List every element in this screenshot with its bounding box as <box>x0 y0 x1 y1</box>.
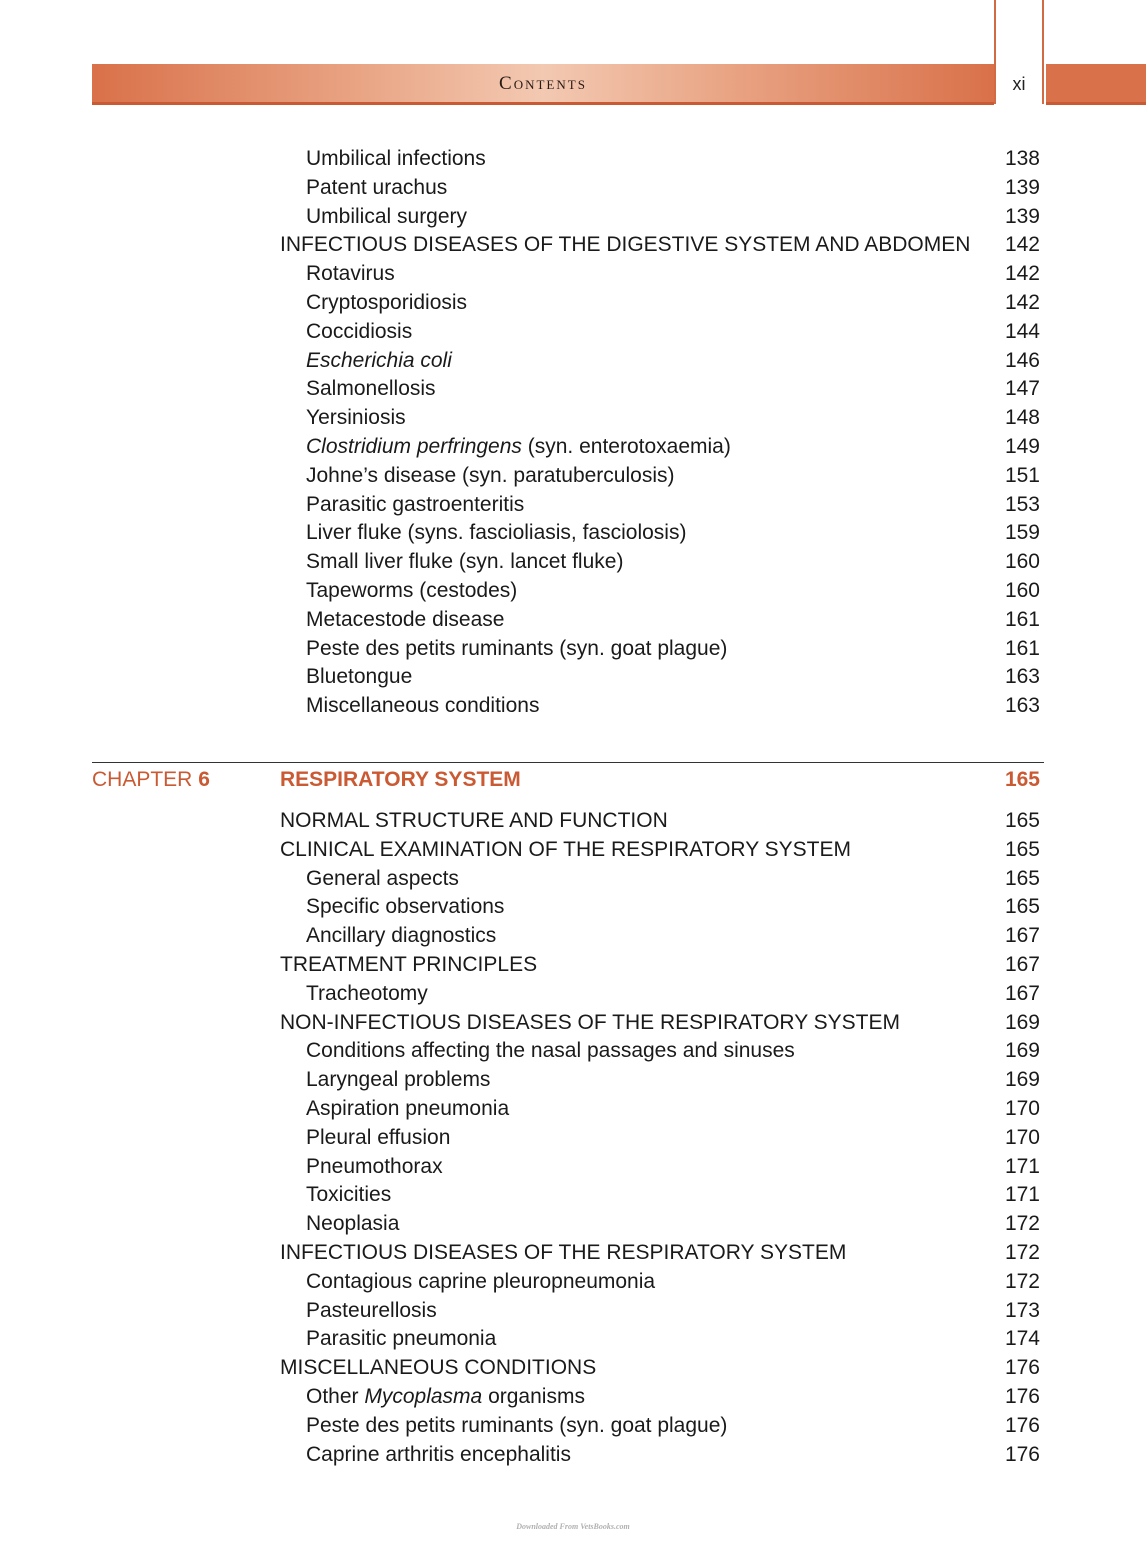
toc-entry-text: Ancillary diagnostics <box>306 924 497 948</box>
toc-entry-title <box>280 950 537 979</box>
toc-entry-title <box>306 1267 655 1296</box>
toc-entry-page: 165 <box>1004 837 1040 861</box>
toc-entry-title <box>306 288 467 317</box>
toc-entry-text: Caprine arthritis encephalitis <box>306 1442 571 1466</box>
toc-entry-title <box>306 1180 391 1209</box>
toc-entry-title <box>306 1094 509 1123</box>
toc-entry-page: 176 <box>1004 1385 1040 1408</box>
toc-entry-page: 174 <box>1004 1327 1040 1351</box>
toc-entry-page: 171 <box>1004 1183 1040 1207</box>
toc-entry <box>306 1180 1040 1209</box>
toc-entry-page: 172 <box>1004 1212 1040 1236</box>
toc-entry-page: 165 <box>1004 895 1040 919</box>
toc-entry-title <box>280 835 851 864</box>
toc-entry <box>280 950 1040 979</box>
toc-entry <box>306 374 1040 403</box>
toc-entry-title <box>306 1324 496 1353</box>
toc-entry-page: 163 <box>1004 694 1040 718</box>
toc-entry-text: Toxicities <box>306 1183 392 1207</box>
toc-entry <box>306 1123 1040 1152</box>
toc-entry-page: 151 <box>1004 463 1040 487</box>
toc-entry-title <box>280 1008 900 1037</box>
toc-entry-title <box>306 518 686 547</box>
toc-entry-title <box>306 576 517 605</box>
toc-entry-page: 146 <box>1004 348 1040 372</box>
page-number: xi <box>1012 74 1026 94</box>
toc-entry <box>306 1382 1040 1411</box>
toc-entry-page: 160 <box>1004 579 1040 602</box>
toc-entry-text: Liver fluke (syns. fascioliasis, fasciolosis) <box>306 521 687 545</box>
toc-entry <box>280 1008 1040 1037</box>
toc-entry-text: Tracheotomy <box>306 981 428 1005</box>
toc-entry-title <box>306 1152 443 1181</box>
toc-entry <box>306 662 1040 691</box>
toc-entry-title <box>306 1411 727 1440</box>
toc-entry <box>306 1324 1040 1353</box>
toc-entry-title <box>306 374 436 403</box>
toc-entry-page: 169 <box>1004 1010 1040 1034</box>
toc-entry <box>306 461 1040 490</box>
toc-entry-text: Specific observations <box>306 895 505 919</box>
toc-entry-title <box>306 432 731 461</box>
toc-entry <box>306 490 1040 519</box>
toc-entry-text: Laryngeal problems <box>306 1068 491 1092</box>
toc-entry-title <box>306 1382 585 1411</box>
toc-entry-title <box>306 490 524 519</box>
toc-entry-text: (syn. enterotoxaemia) <box>521 435 731 458</box>
toc-entry-title <box>306 1209 399 1238</box>
toc-entry-page: 169 <box>1004 1039 1040 1063</box>
toc-entry <box>306 317 1040 346</box>
toc-entry-page: 159 <box>1004 521 1040 545</box>
toc-entry-title <box>306 403 406 432</box>
toc-entry-title <box>306 979 428 1008</box>
toc-entry-page: 160 <box>1004 550 1040 574</box>
toc-entry-title <box>280 1353 596 1382</box>
toc-entry-text: Coccidiosis <box>306 319 413 343</box>
toc-entry <box>306 202 1040 231</box>
toc-entry-page: 142 <box>1004 291 1040 314</box>
toc-entry-text: Umbilical infections <box>306 147 486 170</box>
chapter-word: CHAPTER <box>92 768 199 791</box>
toc-entry-text: Neoplasia <box>306 1212 400 1236</box>
toc-entry-italic: Clostridium perfringens <box>306 435 522 458</box>
toc-entry-text: Umbilical surgery <box>306 204 468 228</box>
toc-entry <box>306 547 1040 576</box>
chapter-title: RESPIRATORY SYSTEM <box>280 768 521 791</box>
toc-entry <box>280 1353 1040 1382</box>
toc-entry-title <box>306 892 504 921</box>
toc-entry-page: 169 <box>1004 1068 1040 1092</box>
toc-entry-page: 138 <box>1004 147 1040 170</box>
toc-entry-text: Yersiniosis <box>306 406 406 430</box>
toc-entry-title <box>306 173 447 202</box>
toc-entry-title <box>306 461 674 490</box>
toc-entry-text: INFECTIOUS DISEASES OF THE DIGESTIVE SYSTEM AND ABDOMEN <box>280 233 971 257</box>
toc-entry-text: General aspects <box>306 866 459 890</box>
toc-entry-title <box>306 259 395 288</box>
toc-entry-text: INFECTIOUS DISEASES OF THE RESPIRATORY SYSTEM <box>280 1241 847 1264</box>
toc-entry-text: Pleural effusion <box>306 1125 451 1149</box>
toc-entry-page: 167 <box>1004 981 1040 1005</box>
toc-entry-page: 167 <box>1004 953 1040 976</box>
header-band-right <box>1046 64 1146 105</box>
toc-entry-text: Metacestode disease <box>306 607 505 631</box>
toc-entry-page: 142 <box>1004 262 1040 286</box>
toc-entry-page: 165 <box>1004 866 1040 890</box>
toc-entry-title <box>306 1123 450 1152</box>
toc-entry <box>306 605 1040 634</box>
toc-entry-text: Parasitic gastroenteritis <box>306 492 525 516</box>
toc-entry <box>306 1209 1040 1238</box>
chapter-number: 6 <box>198 768 210 791</box>
running-header-band <box>92 64 994 105</box>
toc-entry <box>280 1238 1040 1267</box>
toc-entry <box>280 230 1040 259</box>
toc-entry <box>306 346 1040 375</box>
toc-entry <box>306 1152 1040 1181</box>
toc-entry-page: 142 <box>1004 233 1040 257</box>
footer-watermark: Downloaded From VetsBooks.com <box>516 1522 630 1531</box>
toc-entry <box>306 1267 1040 1296</box>
toc-entry-page: 148 <box>1004 406 1040 430</box>
toc-entry-text: Small liver fluke (syn. lancet fluke) <box>306 550 624 574</box>
toc-entry-text: Rotavirus <box>306 262 395 286</box>
toc-entry-text: organisms <box>482 1385 585 1408</box>
toc-entry <box>280 835 1040 864</box>
toc-entry-page: 176 <box>1004 1413 1040 1437</box>
toc-entry-page: 144 <box>1004 319 1040 343</box>
toc-entry <box>306 979 1040 1008</box>
toc-entry-page: 172 <box>1004 1241 1040 1264</box>
toc-entry <box>306 691 1040 720</box>
chapter-label <box>92 765 210 794</box>
toc-entry-text: NORMAL STRUCTURE AND FUNCTION <box>280 809 668 832</box>
toc-entry-text: Johne’s disease (syn. paratuberculosis) <box>306 463 675 487</box>
toc-entry-page: 161 <box>1004 636 1040 660</box>
toc-entry <box>306 921 1040 950</box>
toc-entry-page: 176 <box>1004 1442 1040 1466</box>
toc-entry-page: 139 <box>1004 175 1040 199</box>
toc-entry <box>280 806 1040 835</box>
toc-entry-text: Pasteurellosis <box>306 1298 437 1322</box>
toc-entry-text: Tapeworms (cestodes) <box>306 579 518 602</box>
toc-entry <box>306 173 1040 202</box>
toc-entry-text: Pneumothorax <box>306 1154 443 1178</box>
toc-entry-title <box>306 691 539 720</box>
chapter-page: 165 <box>1004 768 1040 791</box>
toc-entry-page: 176 <box>1004 1356 1040 1380</box>
toc-entry-prefix: Other <box>306 1385 365 1408</box>
toc-entry-text: Miscellaneous conditions <box>306 694 540 718</box>
toc-entry-title <box>306 144 486 173</box>
toc-entry-text: Patent urachus <box>306 175 448 199</box>
toc-entry-text: Aspiration pneumonia <box>306 1097 510 1120</box>
toc-entry <box>306 634 1040 663</box>
toc-entry-title <box>306 202 467 231</box>
toc-entry <box>306 259 1040 288</box>
toc-entry <box>306 432 1040 461</box>
toc-entry-page: 170 <box>1004 1125 1040 1149</box>
toc-entry-page: 170 <box>1004 1097 1040 1120</box>
toc-entry-title <box>306 317 412 346</box>
running-header-title: Contents <box>499 73 587 94</box>
toc-entry-page: 172 <box>1004 1269 1040 1293</box>
toc-entry <box>306 144 1040 173</box>
toc-entry-title <box>306 346 452 375</box>
toc-entry-title <box>306 634 727 663</box>
toc-entry <box>306 1094 1040 1123</box>
toc-entry-text: Bluetongue <box>306 665 413 689</box>
toc-entry <box>306 1065 1040 1094</box>
toc-entry-title <box>306 864 459 893</box>
toc-entry-page: 147 <box>1004 377 1040 401</box>
toc-entry-title <box>306 1440 571 1469</box>
toc-entry-text: Parasitic pneumonia <box>306 1327 497 1351</box>
toc-entry <box>306 1036 1040 1065</box>
toc-entry-page: 149 <box>1004 435 1040 458</box>
toc-entry-title <box>306 921 496 950</box>
toc-entry-title <box>306 1036 795 1065</box>
toc-entry <box>306 288 1040 317</box>
toc-entry-text: MISCELLANEOUS CONDITIONS <box>280 1356 597 1380</box>
toc-entry-italic: Escherichia coli <box>306 348 452 372</box>
toc-entry-title <box>280 1238 846 1267</box>
toc-entry-text: Salmonellosis <box>306 377 436 401</box>
toc-entry-page: 167 <box>1004 924 1040 948</box>
toc-entry-text: NON-INFECTIOUS DISEASES OF THE RESPIRATORY SYSTEM <box>280 1010 901 1034</box>
toc-entry-italic: Mycoplasma <box>364 1385 483 1408</box>
toc-entry <box>306 1411 1040 1440</box>
toc-entry-title <box>280 806 668 835</box>
toc-entry-text: CLINICAL EXAMINATION OF THE RESPIRATORY SYSTEM <box>280 837 852 861</box>
page-number-tab <box>994 0 1044 104</box>
toc-entry-page: 173 <box>1004 1298 1040 1322</box>
toc-entry-page: 171 <box>1004 1154 1040 1178</box>
toc-entry-title <box>306 1296 437 1325</box>
toc-entry-text: Peste des petits ruminants (syn. goat plague) <box>306 1413 728 1437</box>
toc-entry <box>306 892 1040 921</box>
toc-entry-page: 139 <box>1004 204 1040 228</box>
toc-entry <box>306 518 1040 547</box>
chapter-divider <box>92 762 1044 763</box>
toc-entry-title <box>280 230 970 259</box>
toc-entry <box>306 864 1040 893</box>
toc-entry-title <box>306 1065 490 1094</box>
toc-entry-text: Cryptosporidiosis <box>306 291 468 314</box>
toc-entry <box>306 1440 1040 1469</box>
toc-entry-text: Conditions affecting the nasal passages and sinuses <box>306 1039 795 1063</box>
toc-entry-page: 161 <box>1004 607 1040 631</box>
toc-entry <box>306 1296 1040 1325</box>
toc-entry-title <box>306 605 504 634</box>
toc-entry <box>306 576 1040 605</box>
toc-entry-page: 163 <box>1004 665 1040 689</box>
toc-entry-page: 165 <box>1004 809 1040 832</box>
toc-entry <box>306 403 1040 432</box>
toc-entry-text: Contagious caprine pleuropneumonia <box>306 1269 656 1293</box>
toc-entry-text: TREATMENT PRINCIPLES <box>280 953 538 976</box>
toc-entry-title <box>306 662 412 691</box>
toc-entry-title <box>306 547 623 576</box>
toc-entry-text: Peste des petits ruminants (syn. goat plague) <box>306 636 728 660</box>
toc-entry-page: 153 <box>1004 492 1040 516</box>
